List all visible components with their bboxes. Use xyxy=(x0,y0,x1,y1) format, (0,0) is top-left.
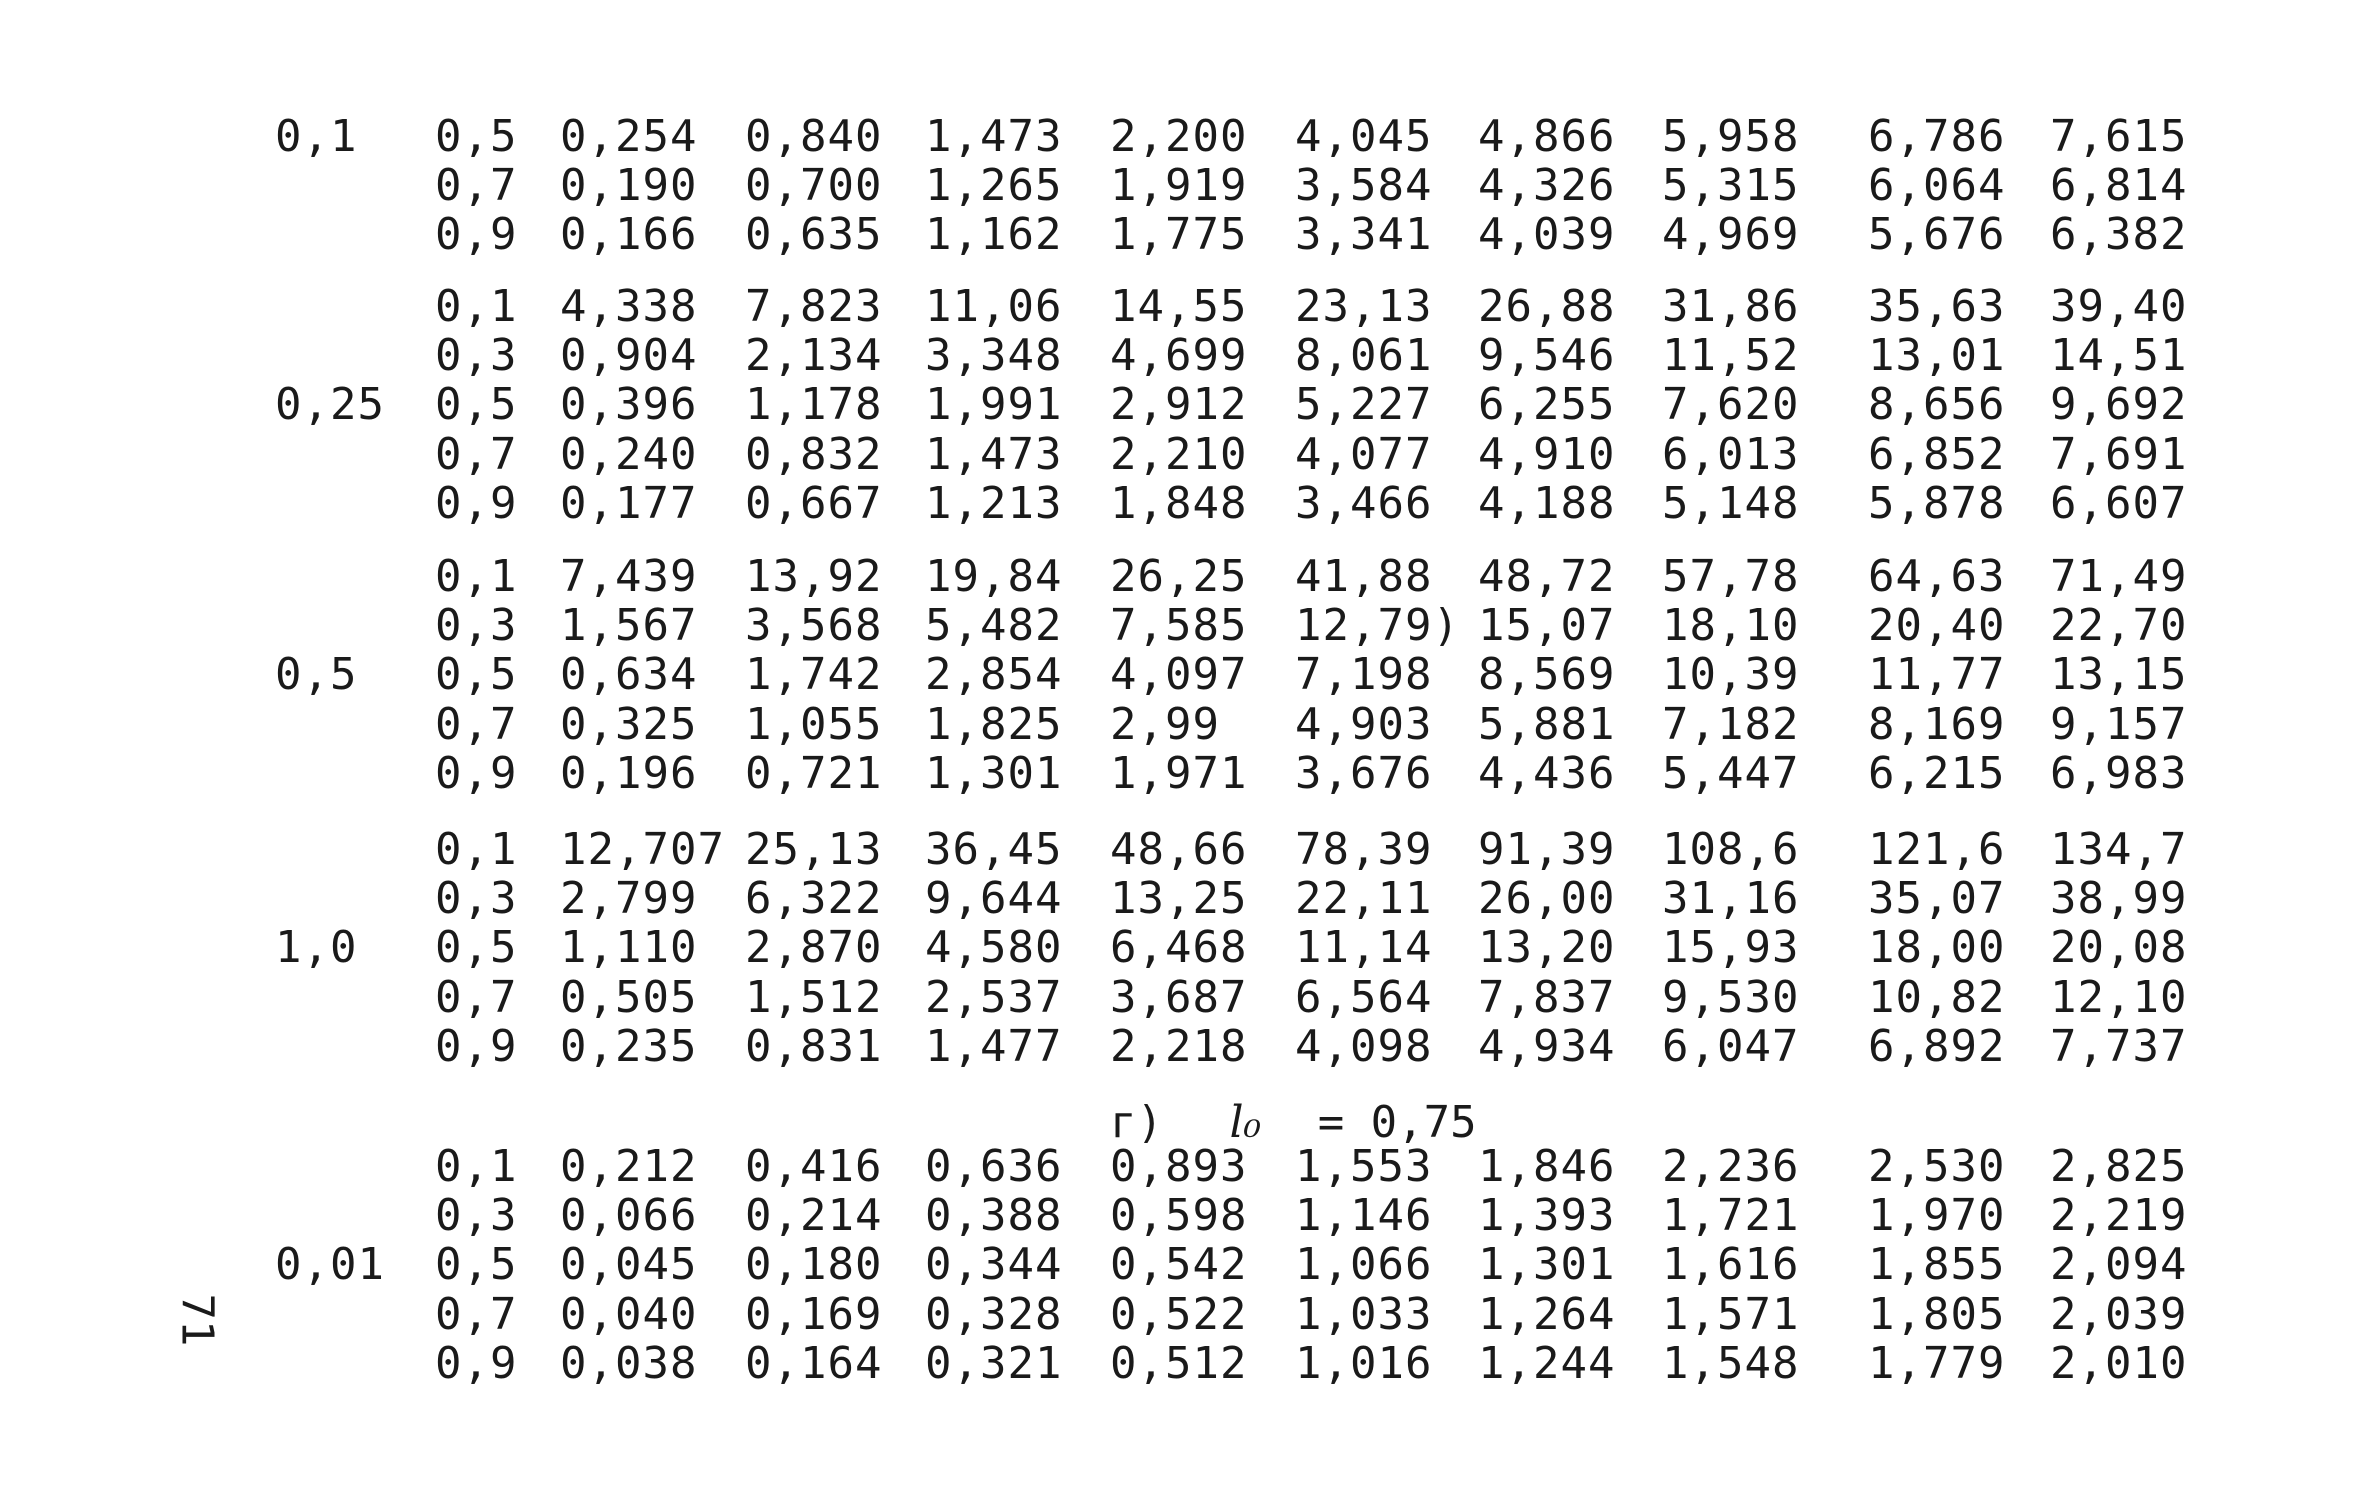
table-cell: 0,214 xyxy=(745,1190,883,1242)
group-label: 0,5 xyxy=(275,649,358,701)
table-cell: 36,45 xyxy=(925,824,1063,875)
table-cell: 1,512 xyxy=(745,971,883,1023)
table-cell: 1,473 xyxy=(925,428,1063,480)
table-cell: 8,061 xyxy=(1295,330,1433,382)
subheading-letter: г) xyxy=(1110,1097,1163,1148)
table-cell: 38,99 xyxy=(2050,873,2188,925)
table-cell: 6,607 xyxy=(2050,477,2188,529)
subheading-value: = 0,75 xyxy=(1317,1097,1477,1148)
table-cell: 8,569 xyxy=(1478,649,1616,701)
table-cell: 0,505 xyxy=(560,971,698,1023)
row-parameter: 0,1 xyxy=(435,281,518,332)
group-label: 0,1 xyxy=(275,111,358,162)
table-cell: 71,49 xyxy=(2050,551,2188,602)
table-cell: 3,584 xyxy=(1295,160,1433,212)
table-cell: 2,236 xyxy=(1662,1141,1800,1192)
subheading-symbol: l₀ xyxy=(1229,1097,1262,1148)
table-cell: 134,7 xyxy=(2050,824,2188,875)
table-cell: 1,825 xyxy=(925,698,1063,750)
table-cell: 2,854 xyxy=(925,649,1063,701)
table-cell: 48,72 xyxy=(1478,551,1616,602)
table-cell: 6,013 xyxy=(1662,428,1800,480)
table-cell: 35,07 xyxy=(1868,873,2006,925)
table-cell: 0,177 xyxy=(560,477,698,529)
table-cell: 5,315 xyxy=(1662,160,1800,212)
table-cell: 1,033 xyxy=(1295,1288,1433,1340)
table-cell: 1,991 xyxy=(925,379,1063,431)
table-cell: 13,15 xyxy=(2050,649,2188,701)
table-cell: 0,831 xyxy=(745,1020,883,1072)
table-cell: 1,548 xyxy=(1662,1337,1800,1389)
table-cell: 2,530 xyxy=(1868,1141,2006,1192)
table-cell: 2,200 xyxy=(1110,111,1248,162)
table-cell: 4,338 xyxy=(560,281,698,332)
table-cell: 39,40 xyxy=(2050,281,2188,332)
table-cell: 1,742 xyxy=(745,649,883,701)
table-cell: 26,88 xyxy=(1478,281,1616,332)
table-cell: 1,721 xyxy=(1662,1190,1800,1242)
table-cell: 6,047 xyxy=(1662,1020,1800,1072)
table-cell: 0,212 xyxy=(560,1141,698,1192)
table-cell: 1,066 xyxy=(1295,1239,1433,1291)
table-cell: 5,881 xyxy=(1478,698,1616,750)
table-cell: 1,301 xyxy=(925,747,1063,799)
table-cell: 31,16 xyxy=(1662,873,1800,925)
table-cell: 1,775 xyxy=(1110,209,1248,261)
table-cell: 4,903 xyxy=(1295,698,1433,750)
table-cell: 0,328 xyxy=(925,1288,1063,1340)
table-cell: 6,322 xyxy=(745,873,883,925)
table-cell: 18,00 xyxy=(1868,922,2006,974)
table-cell: 35,63 xyxy=(1868,281,2006,332)
table-cell: 15,93 xyxy=(1662,922,1800,974)
row-parameter: 0,5 xyxy=(435,1239,518,1291)
table-cell: 3,348 xyxy=(925,330,1063,382)
table-cell: 8,656 xyxy=(1868,379,2006,431)
group-label: 0,01 xyxy=(275,1239,385,1291)
table-cell: 1,178 xyxy=(745,379,883,431)
table-cell: 2,799 xyxy=(560,873,698,925)
table-cell: 1,265 xyxy=(925,160,1063,212)
table-cell: 6,892 xyxy=(1868,1020,2006,1072)
table-cell: 20,08 xyxy=(2050,922,2188,974)
table-cell: 6,983 xyxy=(2050,747,2188,799)
table-cell: 2,870 xyxy=(745,922,883,974)
table-cell: 2,010 xyxy=(2050,1337,2188,1389)
table-cell: 31,86 xyxy=(1662,281,1800,332)
table-cell: 9,157 xyxy=(2050,698,2188,750)
table-cell: 0,598 xyxy=(1110,1190,1248,1242)
table-cell: 10,82 xyxy=(1868,971,2006,1023)
table-cell: 1,848 xyxy=(1110,477,1248,529)
table-cell: 2,218 xyxy=(1110,1020,1248,1072)
table-cell: 12,707 xyxy=(560,824,725,875)
table-cell: 57,78 xyxy=(1662,551,1800,602)
table-cell: 9,644 xyxy=(925,873,1063,925)
table-cell: 1,473 xyxy=(925,111,1063,162)
row-parameter: 0,9 xyxy=(435,1337,518,1389)
table-cell: 22,11 xyxy=(1295,873,1433,925)
table-cell: 4,866 xyxy=(1478,111,1616,162)
table-cell: 0,634 xyxy=(560,649,698,701)
table-cell: 4,969 xyxy=(1662,209,1800,261)
table-cell: 7,439 xyxy=(560,551,698,602)
table-cell: 0,169 xyxy=(745,1288,883,1340)
table-cell: 1,919 xyxy=(1110,160,1248,212)
table-cell: 6,814 xyxy=(2050,160,2188,212)
row-parameter: 0,1 xyxy=(435,824,518,875)
table-cell: 0,045 xyxy=(560,1239,698,1291)
table-cell: 2,99 xyxy=(1110,698,1220,750)
row-parameter: 0,1 xyxy=(435,1141,518,1192)
table-cell: 14,51 xyxy=(2050,330,2188,382)
table-cell: 6,064 xyxy=(1868,160,2006,212)
row-parameter: 0,3 xyxy=(435,330,518,382)
table-cell: 1,477 xyxy=(925,1020,1063,1072)
table-cell: 18,10 xyxy=(1662,600,1800,652)
table-cell: 5,676 xyxy=(1868,209,2006,261)
table-cell: 13,92 xyxy=(745,551,883,602)
table-cell: 0,344 xyxy=(925,1239,1063,1291)
table-cell: 4,097 xyxy=(1110,649,1248,701)
table-cell: 7,182 xyxy=(1662,698,1800,750)
table-cell: 0,522 xyxy=(1110,1288,1248,1340)
table-cell: 41,88 xyxy=(1295,551,1433,602)
table-cell: 64,63 xyxy=(1868,551,2006,602)
table-cell: 20,40 xyxy=(1868,600,2006,652)
table-cell: 1,162 xyxy=(925,209,1063,261)
row-parameter: 0,5 xyxy=(435,379,518,431)
table-cell: 0,904 xyxy=(560,330,698,382)
table-cell: 2,094 xyxy=(2050,1239,2188,1291)
table-cell: 0,667 xyxy=(745,477,883,529)
table-cell: 6,852 xyxy=(1868,428,2006,480)
table-cell: 4,326 xyxy=(1478,160,1616,212)
table-cell: 4,039 xyxy=(1478,209,1616,261)
row-parameter: 0,7 xyxy=(435,428,518,480)
table-cell: 1,567 xyxy=(560,600,698,652)
table-cell: 5,482 xyxy=(925,600,1063,652)
table-cell: 26,25 xyxy=(1110,551,1248,602)
table-cell: 0,190 xyxy=(560,160,698,212)
table-cell: 11,14 xyxy=(1295,922,1433,974)
table-cell: 7,691 xyxy=(2050,428,2188,480)
table-cell: 6,215 xyxy=(1868,747,2006,799)
table-cell: 0,893 xyxy=(1110,1141,1248,1192)
row-parameter: 0,5 xyxy=(435,111,518,162)
table-cell: 0,196 xyxy=(560,747,698,799)
table-cell: 0,396 xyxy=(560,379,698,431)
table-cell: 1,855 xyxy=(1868,1239,2006,1291)
table-cell: 5,148 xyxy=(1662,477,1800,529)
group-label: 1,0 xyxy=(275,922,358,974)
table-cell: 5,958 xyxy=(1662,111,1800,162)
table-cell: 0,240 xyxy=(560,428,698,480)
table-cell: 3,341 xyxy=(1295,209,1433,261)
table-cell: 0,254 xyxy=(560,111,698,162)
table-cell: 91,39 xyxy=(1478,824,1616,875)
table-cell: 2,134 xyxy=(745,330,883,382)
table-cell: 1,146 xyxy=(1295,1190,1433,1242)
table-cell: 4,188 xyxy=(1478,477,1616,529)
table-cell: 0,325 xyxy=(560,698,698,750)
table-cell: 7,737 xyxy=(2050,1020,2188,1072)
table-cell: 0,840 xyxy=(745,111,883,162)
table-cell: 1,553 xyxy=(1295,1141,1433,1192)
table-cell: 7,837 xyxy=(1478,971,1616,1023)
table-cell: 4,436 xyxy=(1478,747,1616,799)
row-parameter: 0,7 xyxy=(435,971,518,1023)
table-cell: 0,040 xyxy=(560,1288,698,1340)
row-parameter: 0,3 xyxy=(435,1190,518,1242)
table-cell: 5,447 xyxy=(1662,747,1800,799)
table-cell: 0,542 xyxy=(1110,1239,1248,1291)
table-cell: 1,213 xyxy=(925,477,1063,529)
table-cell: 0,635 xyxy=(745,209,883,261)
table-cell: 1,970 xyxy=(1868,1190,2006,1242)
table-cell: 1,244 xyxy=(1478,1337,1616,1389)
table-cell: 13,20 xyxy=(1478,922,1616,974)
table-cell: 9,530 xyxy=(1662,971,1800,1023)
table-cell: 9,546 xyxy=(1478,330,1616,382)
table-cell: 12,10 xyxy=(2050,971,2188,1023)
table-cell: 2,537 xyxy=(925,971,1063,1023)
table-cell: 0,235 xyxy=(560,1020,698,1072)
table-cell: 5,878 xyxy=(1868,477,2006,529)
table-cell: 1,301 xyxy=(1478,1239,1616,1291)
table-cell: 6,382 xyxy=(2050,209,2188,261)
table-cell: 0,038 xyxy=(560,1337,698,1389)
table-cell: 6,468 xyxy=(1110,922,1248,974)
table-cell: 0,512 xyxy=(1110,1337,1248,1389)
table-cell: 0,180 xyxy=(745,1239,883,1291)
table-cell: 2,039 xyxy=(2050,1288,2188,1340)
row-parameter: 0,1 xyxy=(435,551,518,602)
table-cell: 2,825 xyxy=(2050,1141,2188,1192)
table-cell: 2,219 xyxy=(2050,1190,2188,1242)
table-cell: 5,227 xyxy=(1295,379,1433,431)
table-cell: 78,39 xyxy=(1295,824,1433,875)
table-cell: 7,585 xyxy=(1110,600,1248,652)
table-cell: 4,098 xyxy=(1295,1020,1433,1072)
table-cell: 1,055 xyxy=(745,698,883,750)
table-cell: 4,699 xyxy=(1110,330,1248,382)
table-cell: 0,721 xyxy=(745,747,883,799)
row-parameter: 0,9 xyxy=(435,747,518,799)
table-cell: 11,77 xyxy=(1868,649,2006,701)
table-cell: 13,01 xyxy=(1868,330,2006,382)
table-cell: 11,52 xyxy=(1662,330,1800,382)
table-cell: 11,06 xyxy=(925,281,1063,332)
row-parameter: 0,7 xyxy=(435,160,518,212)
table-cell: 14,55 xyxy=(1110,281,1248,332)
table-cell: 10,39 xyxy=(1662,649,1800,701)
table-cell: 8,169 xyxy=(1868,698,2006,750)
table-cell: 6,255 xyxy=(1478,379,1616,431)
table-cell: 3,676 xyxy=(1295,747,1433,799)
table-cell: 1,264 xyxy=(1478,1288,1616,1340)
table-cell: 0,388 xyxy=(925,1190,1063,1242)
table-cell: 7,620 xyxy=(1662,379,1800,431)
table-cell: 7,198 xyxy=(1295,649,1433,701)
table-cell: 1,805 xyxy=(1868,1288,2006,1340)
table-cell: 0,636 xyxy=(925,1141,1063,1192)
table-cell: 1,779 xyxy=(1868,1337,2006,1389)
table-cell: 7,823 xyxy=(745,281,883,332)
table-cell: 0,321 xyxy=(925,1337,1063,1389)
table-cell: 1,393 xyxy=(1478,1190,1616,1242)
table-cell: 0,066 xyxy=(560,1190,698,1242)
table-cell: 1,571 xyxy=(1662,1288,1800,1340)
table-cell: 48,66 xyxy=(1110,824,1248,875)
table-cell: 0,700 xyxy=(745,160,883,212)
table-cell: 2,210 xyxy=(1110,428,1248,480)
table-cell: 23,13 xyxy=(1295,281,1433,332)
table-cell: 4,077 xyxy=(1295,428,1433,480)
table-cell: 1,110 xyxy=(560,922,698,974)
table-cell: 4,910 xyxy=(1478,428,1616,480)
table-cell: 0,166 xyxy=(560,209,698,261)
table-cell: 2,912 xyxy=(1110,379,1248,431)
table-cell: 4,934 xyxy=(1478,1020,1616,1072)
table-cell: 26,00 xyxy=(1478,873,1616,925)
table-cell: 3,568 xyxy=(745,600,883,652)
table-cell: 0,416 xyxy=(745,1141,883,1192)
table-cell: 1,971 xyxy=(1110,747,1248,799)
table-cell: 6,786 xyxy=(1868,111,2006,162)
row-parameter: 0,9 xyxy=(435,209,518,261)
table-cell: 0,832 xyxy=(745,428,883,480)
table-cell: 4,045 xyxy=(1295,111,1433,162)
table-cell: 4,580 xyxy=(925,922,1063,974)
table-cell: 19,84 xyxy=(925,551,1063,602)
row-parameter: 0,5 xyxy=(435,922,518,974)
table-cell: 9,692 xyxy=(2050,379,2188,431)
table-cell: 1,016 xyxy=(1295,1337,1433,1389)
table-cell: 6,564 xyxy=(1295,971,1433,1023)
table-cell: 25,13 xyxy=(745,824,883,875)
group-label: 0,25 xyxy=(275,379,385,431)
row-parameter: 0,3 xyxy=(435,873,518,925)
table-cell: 0,164 xyxy=(745,1337,883,1389)
row-parameter: 0,7 xyxy=(435,698,518,750)
row-parameter: 0,3 xyxy=(435,600,518,652)
table-cell: 7,615 xyxy=(2050,111,2188,162)
table-cell: 108,6 xyxy=(1662,824,1800,875)
row-parameter: 0,7 xyxy=(435,1288,518,1340)
table-cell: 12,79) xyxy=(1295,600,1460,652)
table-cell: 3,687 xyxy=(1110,971,1248,1023)
table-cell: 22,70 xyxy=(2050,600,2188,652)
table-cell: 121,6 xyxy=(1868,824,2006,875)
row-parameter: 0,9 xyxy=(435,1020,518,1072)
table-cell: 1,616 xyxy=(1662,1239,1800,1291)
table-cell: 3,466 xyxy=(1295,477,1433,529)
row-parameter: 0,9 xyxy=(435,477,518,529)
page-number: 71 xyxy=(171,1293,223,1347)
row-parameter: 0,5 xyxy=(435,649,518,701)
table-cell: 13,25 xyxy=(1110,873,1248,925)
table-cell: 1,846 xyxy=(1478,1141,1616,1192)
table-cell: 15,07 xyxy=(1478,600,1616,652)
